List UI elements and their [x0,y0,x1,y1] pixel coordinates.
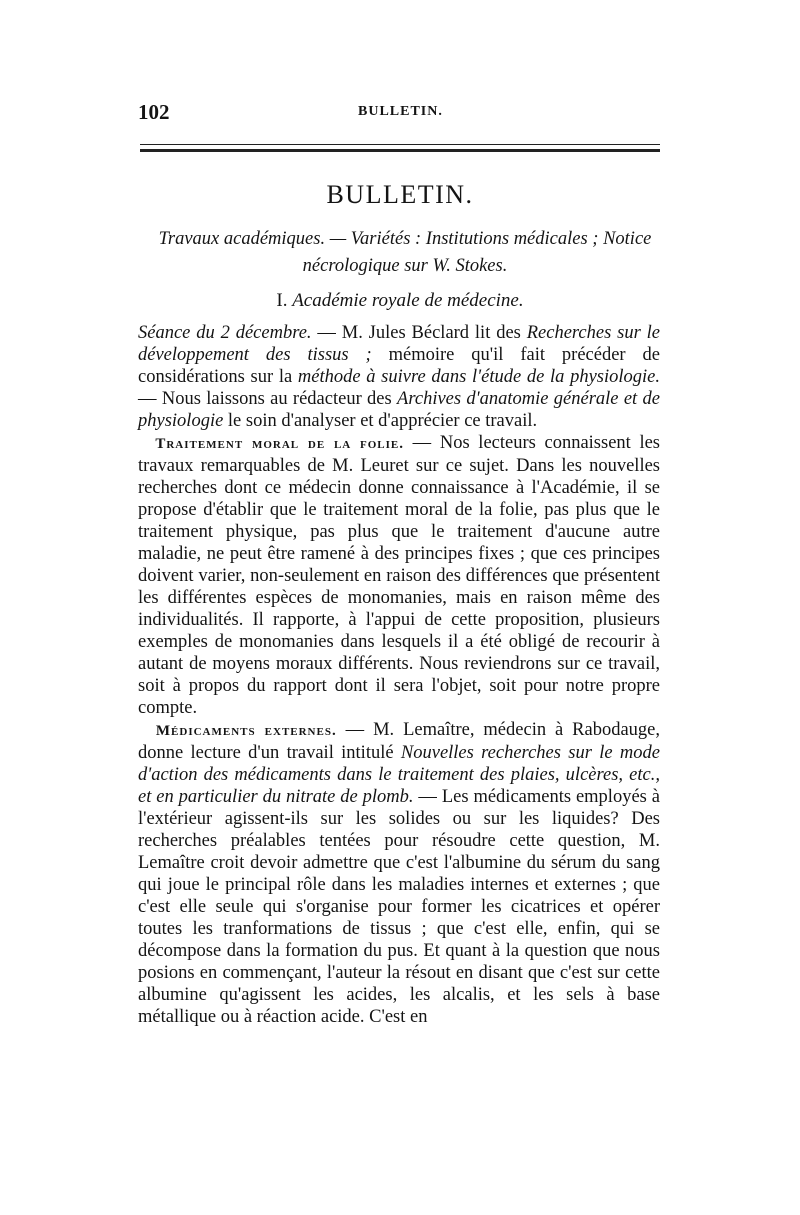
section-summary: Travaux académiques. — Variétés : Institutions médicales ; Notice nécrologique sur W. Stokes. [158,229,652,276]
work-title: méthode à suivre dans l'étude de la physiologie. [297,367,661,387]
paragraph-text: mémoire qu'il fait précéder de considérations sur la [138,345,660,387]
run-in-heading: Médicaments externes. [155,723,337,739]
paragraph-medicaments-externes [138,719,660,1028]
body-text [138,322,660,1028]
paragraph-seance [138,322,660,432]
thin-rule [140,144,660,145]
subsection-heading [140,290,660,312]
running-title: BULLETIN. [358,104,443,119]
paragraph-text: — M. Lemaître, médecin à Rabodauge, donne lecture d'un travail intitulé [138,720,661,763]
paragraph-text: — Nos lecteurs connaissent les travaux remarquables de M. Leuret sur ce sujet. Dans les nouvelles recherches dont ce médecin donne connaissance à l'Académie, il se propose d'établir que le traitement moral de la folie, pas plus que le traitement physique, pas plus que le traitement d'aucune autre maladie, ne peut être ramené à des principes fixes ; que ces principes doivent varier, non-seulement en raison des différences que présentent les différentes espèces de monomanies, mais en raison même des individualités. Il rapporte, à l'appui de cette proposition, plusieurs exemples de monomanies dans lesquels il a été obligé de recourir à autant de moyens moraux différents. Nous reviendrons sur ce travail, soit à propos du rapport dont il sera l'objet, soit pour notre propre compte. [138,433,660,718]
running-header [138,100,660,124]
work-title: Nouvelles recherches sur le mode d'action des médicaments dans le traitement des plaies, ulcères, etc., et en particulier du nitrate de plomb. [138,743,660,807]
paragraph-text: — Nous laissons au rédacteur des [138,389,398,409]
subsection-title: Académie royale de médecine. [292,290,524,311]
subsection-number: I. [276,290,288,311]
paragraph-traitement-moral [138,432,660,719]
work-title: Recherches sur le développement des tissus ; [138,323,660,365]
double-rule-divider [140,144,660,154]
run-in-heading: Traitement moral de la folie. [155,436,405,452]
page-number: 102 [138,100,170,124]
section-title: BULLETIN. [326,180,474,209]
journal-title: Archives d'anatomie générale et de physiologie [138,389,660,431]
session-date: Séance du 2 décembre. [138,323,312,343]
paragraph-text: — M. Jules Béclard lit des [311,323,527,343]
paragraph-text: le soin d'analyser et d'apprécier ce travail. [223,411,538,431]
paragraph-text: — Les médicaments employés à l'extérieur agissent-ils sur les solides ou sur les liquides? Des recherches préalables tentées pour résoudre cette question, M. Lemaître croit devoir admettre que c'est l'albumine du sérum du sang qui joue le principal rôle dans les maladies internes et externes ; que c'est elle seule qui s'organise pour former les cicatrices et opérer toutes les tranformations de tissus ; que c'est elle, enfin, qui se décompose dans la formation du pus. Et quant à la question que nous posions en commençant, l'auteur la résout en disant que c'est sur cette albumine qu'agissent les acides, les alcalis, et les sels à base métallique ou à réaction acide. C'est en [138,787,660,1027]
thick-rule [140,149,660,152]
